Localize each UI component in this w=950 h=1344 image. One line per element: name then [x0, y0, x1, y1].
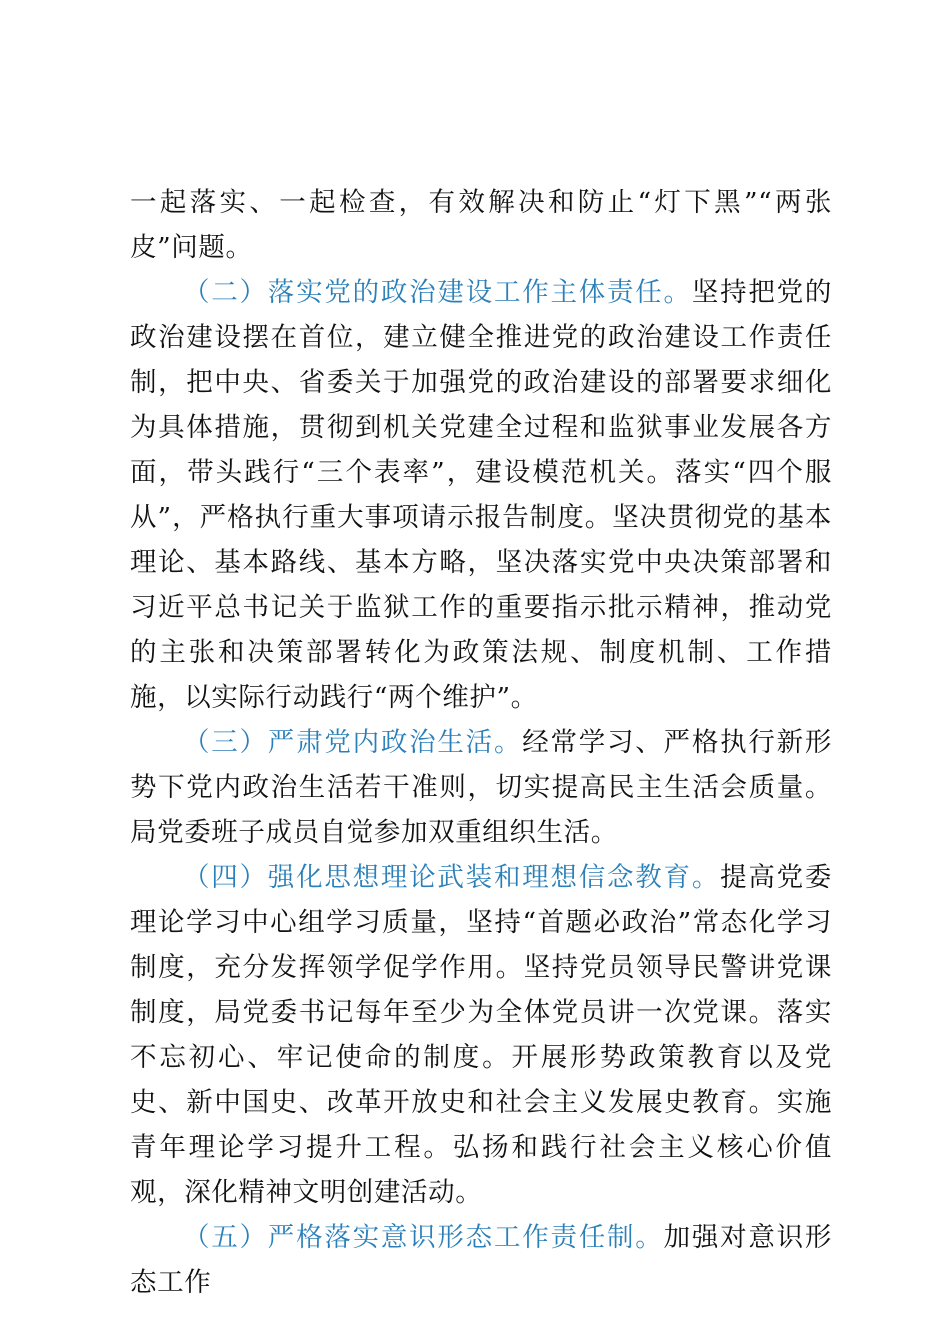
paragraph-body: 经常学习、严格执行新形势下党内政治生活若干准则，切实提高民主生活会质量。局党委班子成员自觉参加双重组织生活。 [130, 727, 832, 848]
paragraph-section-2 [130, 270, 832, 720]
section-heading: （四）强化思想理论武装和理想信念教育。 [183, 862, 721, 893]
paragraph-body: 一起落实、一起检查，有效解决和防止“灯下黑”“两张皮”问题。 [130, 187, 832, 263]
paragraph-body: 加强对意识形态工作 [130, 1222, 833, 1298]
section-heading: （三）严肃党内政治生活。 [183, 727, 523, 758]
paragraph-section-3 [130, 720, 832, 855]
document-page [130, 180, 832, 1305]
section-heading: （二）落实党的政治建设工作主体责任。 [183, 277, 692, 308]
paragraph-body: 提高党委理论学习中心组学习质量，坚持“首题必政治”常态化学习制度，充分发挥领学促学作用。坚持党员领导民警讲党课制度，局党委书记每年至少为全体党员讲一次党课。落实不忘初心、牢记使命的制度。开展形势政策教育以及党史、新中国史、改革开放史和社会主义发展史教育。实施青年理论学习提升工程。弘扬和践行社会主义核心价值观，深化精神文明创建活动。 [130, 862, 832, 1208]
paragraph-section-5 [130, 1215, 832, 1305]
section-heading: （五）严格落实意识形态工作责任制。 [183, 1222, 664, 1253]
paragraph-continuation [130, 180, 832, 270]
paragraph-body: 坚持把党的政治建设摆在首位，建立健全推进党的政治建设工作责任制，把中央、省委关于加强党的政治建设的部署要求细化为具体措施，贯彻到机关党建全过程和监狱事业发展各方面，带头践行“三个表率”，建设模范机关。落实“四个服从”，严格执行重大事项请示报告制度。坚决贯彻党的基本理论、基本路线、基本方略，坚决落实党中央决策部署和习近平总书记关于监狱工作的重要指示批示精神，推动党的主张和决策部署转化为政策法规、制度机制、工作措施，以实际行动践行“两个维护”。 [130, 277, 832, 713]
paragraph-section-4 [130, 855, 832, 1215]
